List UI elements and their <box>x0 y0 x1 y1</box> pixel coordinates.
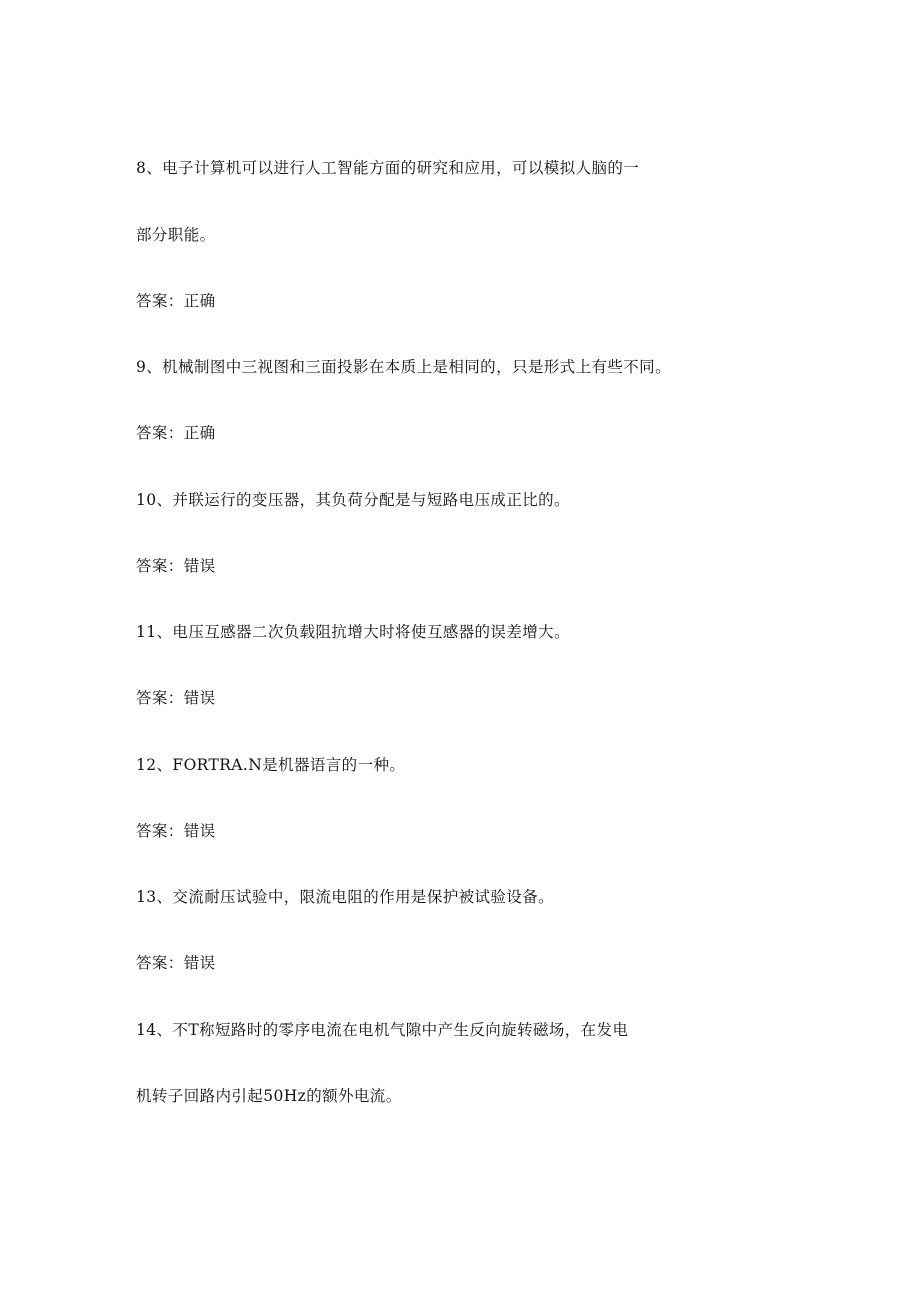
question-11-answer: 答案：错误 <box>136 689 216 707</box>
question-8-line-1: 8、电子计算机可以进行人工智能方面的研究和应用，可以模拟人脑的一 <box>136 159 640 177</box>
question-9-line-1: 9、机械制图中三视图和三面投影在本质上是相同的，只是形式上有些不同。 <box>136 358 671 376</box>
question-8-answer: 答案：正确 <box>136 292 216 310</box>
question-14-line-1: 14、不T称短路时的零序电流在电机气隙中产生反向旋转磁场，在发电 <box>136 1021 629 1039</box>
question-10-answer: 答案：错误 <box>136 557 216 575</box>
question-12-line-1: 12、FORTRA.N是机器语言的一种。 <box>136 756 406 774</box>
question-10-line-1: 10、并联运行的变压器，其负荷分配是与短路电压成正比的。 <box>136 491 570 509</box>
question-13-line-1: 13、交流耐压试验中，限流电阻的作用是保护被试验设备。 <box>136 888 555 906</box>
question-9-answer: 答案：正确 <box>136 424 216 442</box>
question-11-line-1: 11、电压互感器二次负载阻抗增大时将使互感器的误差增大。 <box>136 623 570 641</box>
question-8-line-2: 部分职能。 <box>136 226 216 244</box>
question-12-answer: 答案：错误 <box>136 822 216 840</box>
question-14-line-2: 机转子回路内引起50Hz的额外电流。 <box>136 1087 402 1105</box>
question-13-answer: 答案：错误 <box>136 954 216 972</box>
